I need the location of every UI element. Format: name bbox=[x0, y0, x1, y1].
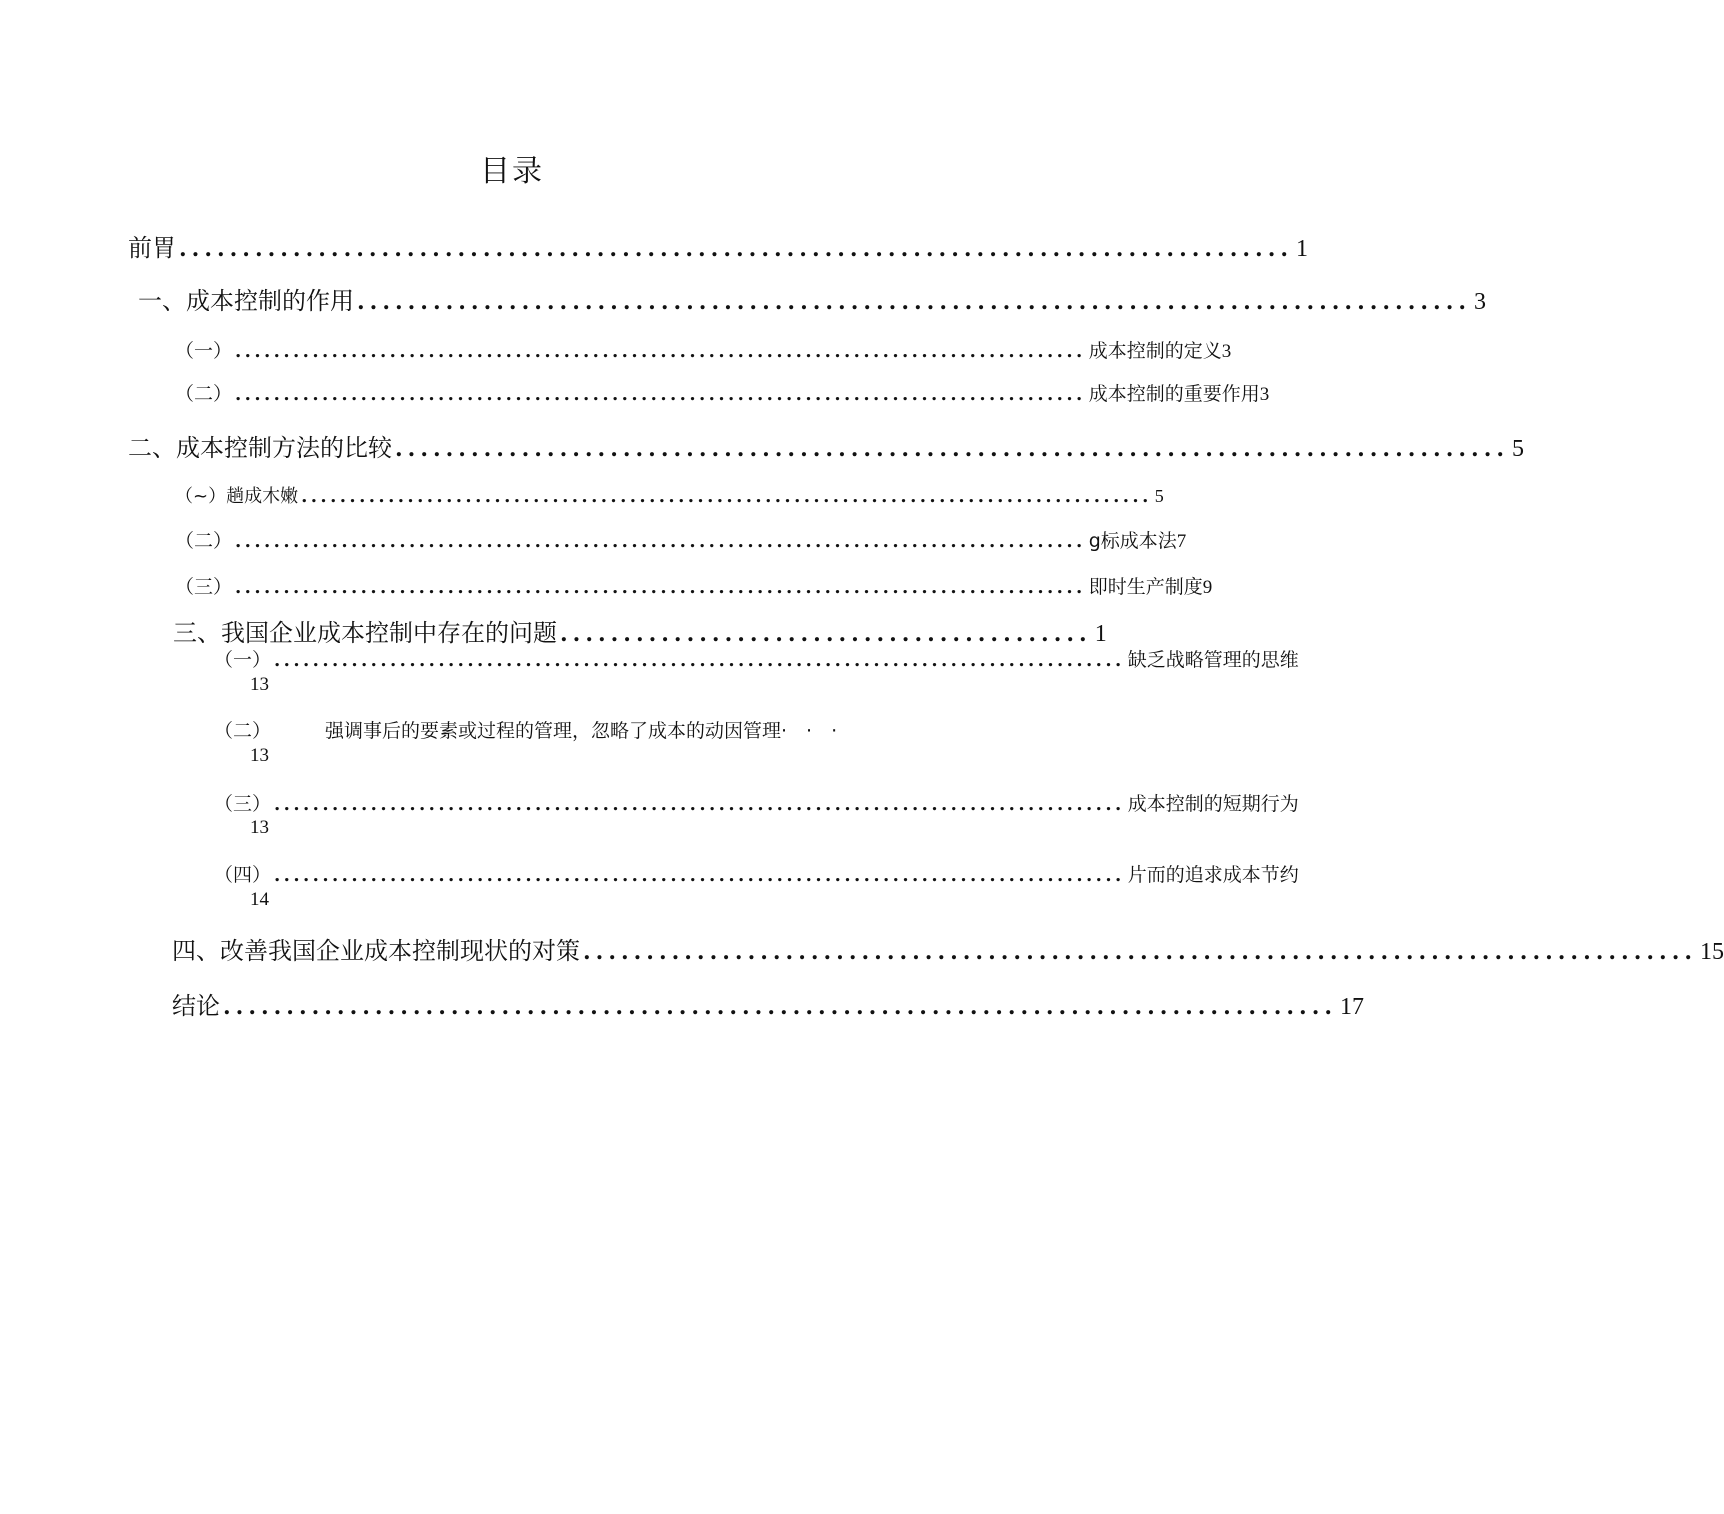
toc-entry-label: 结论 bbox=[172, 992, 220, 1020]
leader-dots: ........................................................................................ bbox=[301, 486, 1152, 507]
toc-entry-label: 三、我国企业成本控制中存在的问题 bbox=[173, 619, 557, 647]
toc-entry-label: （~）趟成木嫩 bbox=[175, 486, 299, 507]
toc-entry-text: 即时生产制度 bbox=[1088, 576, 1203, 598]
toc-entry-text: 片而的追求成本节约 bbox=[1127, 864, 1299, 886]
toc-entry-label: （一） bbox=[175, 340, 233, 362]
toc-entry-text: g标成本法 bbox=[1088, 530, 1177, 552]
toc-entry-chapter-3[interactable] bbox=[173, 613, 1107, 648]
toc-entry-text: 成本控制的定义 bbox=[1088, 340, 1222, 362]
toc-entry-3-1[interactable] bbox=[214, 645, 1299, 672]
toc-entry-label: 一、成本控制的作用 bbox=[138, 287, 354, 315]
toc-page-number: 3 bbox=[1221, 341, 1232, 362]
toc-entry-1-1[interactable] bbox=[175, 336, 1232, 363]
toc-entry-1-2[interactable] bbox=[175, 379, 1270, 406]
toc-entry-preface[interactable] bbox=[128, 228, 1309, 263]
leader-dots: ........................................................................................ bbox=[274, 794, 1125, 815]
toc-entry-label: 四、改善我国企业成本控制现状的对策 bbox=[172, 937, 580, 965]
leader-dots: ........................................................................................ bbox=[235, 384, 1086, 405]
leader-dots: ........................................................................................ bbox=[274, 865, 1125, 886]
toc-page-number: 14 bbox=[250, 889, 269, 910]
toc-entry-label: （二） bbox=[175, 383, 233, 405]
toc-page-number: 17 bbox=[1340, 994, 1365, 1020]
toc-entry-conclusion[interactable] bbox=[172, 986, 1365, 1021]
leader-dots: ........................................................................................ bbox=[223, 994, 1338, 1020]
toc-page-number: 3 bbox=[1259, 384, 1270, 405]
toc-page-number: 13 bbox=[250, 817, 269, 838]
toc-page-number: 9 bbox=[1202, 577, 1213, 598]
leader-dots: ........................................................................................ bbox=[583, 939, 1698, 965]
toc-entry-label: （二） bbox=[175, 530, 233, 552]
toc-entry-text: 强调事后的要素或过程的管理，忽略了成本的动因管理· · · bbox=[325, 720, 838, 742]
toc-entry-text: 缺乏战略管理的思维 bbox=[1127, 649, 1299, 671]
leader-dots: ........................................................................................ bbox=[357, 289, 1472, 315]
toc-entry-3-2[interactable] bbox=[214, 716, 914, 743]
toc-title: 目录 bbox=[480, 154, 544, 189]
leader-dots: .......................................... bbox=[560, 621, 1092, 647]
toc-entry-label: （一） bbox=[214, 649, 272, 671]
toc-entry-chapter-1[interactable] bbox=[138, 281, 1487, 316]
toc-entry-label: （三） bbox=[214, 793, 272, 815]
toc-entry-text: 成本控制的短期行为 bbox=[1127, 793, 1299, 815]
toc-page-number: 13 bbox=[250, 674, 269, 695]
toc-page-number: 1 bbox=[1094, 621, 1107, 647]
toc-entry-2-3[interactable] bbox=[175, 572, 1213, 599]
toc-entry-label: （三） bbox=[175, 576, 233, 598]
toc-entry-2-1[interactable] bbox=[175, 482, 1164, 508]
leader-dots: ........................................................................................ bbox=[235, 531, 1086, 552]
toc-page-number: 7 bbox=[1176, 531, 1187, 552]
toc-page-number: 1 bbox=[1296, 236, 1309, 262]
leader-dots: ........................................................................................ bbox=[179, 236, 1294, 262]
leader-dots: ........................................................................................ bbox=[274, 650, 1125, 671]
toc-entry-chapter-4[interactable] bbox=[172, 931, 1724, 966]
toc-entry-label: 前胃 bbox=[128, 234, 176, 262]
toc-entry-text: 成本控制的重要作用 bbox=[1088, 383, 1260, 405]
toc-entry-3-4[interactable] bbox=[214, 860, 1299, 887]
toc-page-number: 3 bbox=[1474, 289, 1487, 315]
toc-entry-2-2[interactable] bbox=[175, 526, 1187, 553]
leader-dots: ........................................................................................ bbox=[235, 577, 1086, 598]
toc-entry-label: （二） bbox=[214, 720, 272, 742]
toc-page-number: 13 bbox=[250, 745, 269, 766]
leader-dots: ........................................................................................ bbox=[395, 436, 1510, 462]
toc-entry-label: （四） bbox=[214, 864, 272, 886]
leader-dots: ........................................................................................ bbox=[235, 341, 1086, 362]
toc-page-number: 5 bbox=[1154, 486, 1164, 506]
toc-entry-chapter-2[interactable] bbox=[128, 428, 1525, 463]
toc-page-number: 5 bbox=[1512, 436, 1525, 462]
toc-page-number: 15 bbox=[1700, 939, 1724, 965]
toc-entry-3-3[interactable] bbox=[214, 789, 1299, 816]
toc-entry-label: 二、成本控制方法的比较 bbox=[128, 434, 392, 462]
